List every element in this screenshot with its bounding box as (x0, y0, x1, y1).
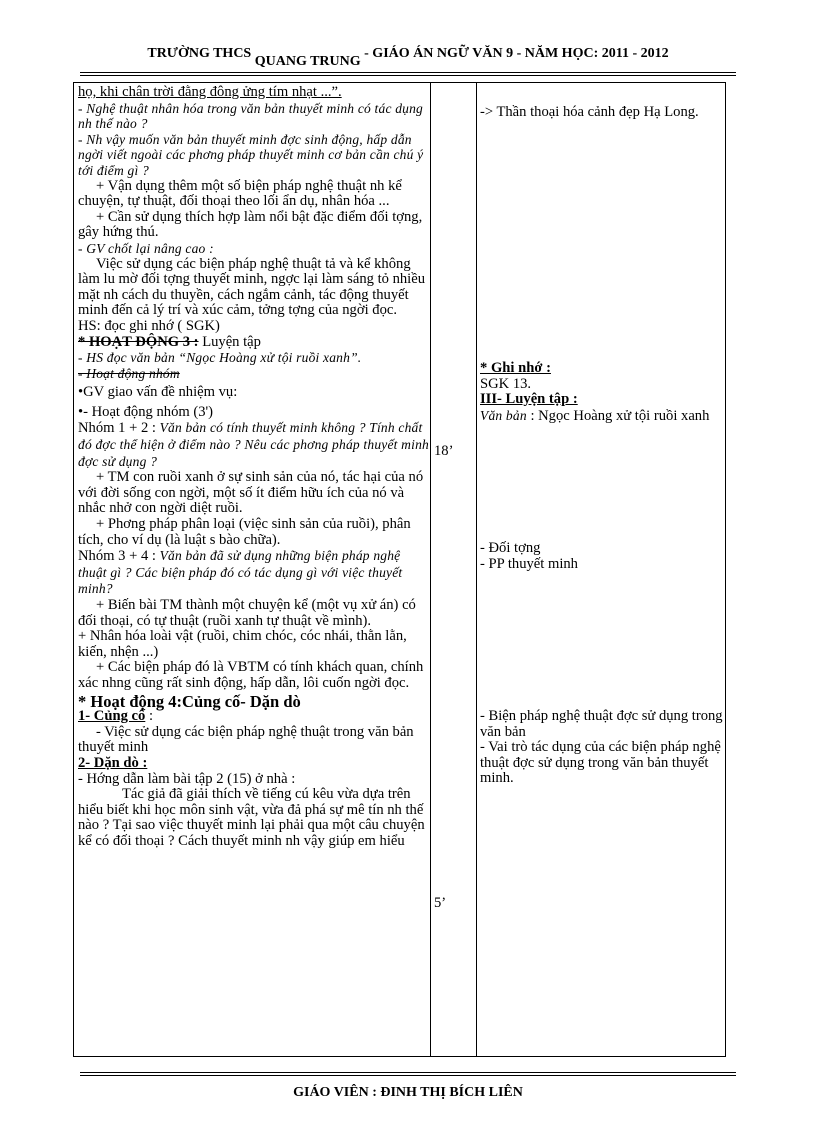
notes-text: SGK 13. (480, 375, 532, 392)
instruction: - HS đọc văn bản “Ngọc Hoàng xử tội ruồi xanh”. (78, 350, 362, 366)
footer-rule-2 (80, 1075, 736, 1076)
lesson-table (73, 82, 726, 1057)
time-5: 5’ (434, 895, 447, 911)
header-rule-2 (80, 75, 736, 76)
paragraph: Việc sử dụng các biện pháp nghệ thuật tả và kể không làm lu mờ đối tợng thuyết minh, ngợc lại làm sáng tỏ nhiều mặt nh cách du thuyền, cách ngắm cảnh, tác động thuyết minh đến cả lý trí và xúc cảm, tởng tợng của ngời đọc. (78, 255, 426, 319)
group-label: Nhóm 3 + 4 : (78, 548, 160, 565)
homework-text: - Hớng dẫn làm bài tập 2 (15) ở nhà : (78, 770, 296, 787)
right-notes (480, 709, 726, 787)
group-question-text: Văn bản có tính thuyết minh không ? Tính chất đó đợc thể hiện ở điểm nào ? Nêu các phơng pháp thuyết minh đợc sử dụng ? (78, 420, 429, 469)
activity-4-heading: * Hoạt động 4:Củng cố- Dặn dò (78, 691, 301, 711)
answer: + Cần sử dụng thích hợp làm nổi bật đặc điểm đối tợng, gây hứng thú. (78, 208, 423, 241)
right-note: - PP thuyết minh (480, 555, 578, 572)
answer: + Vận dụng thêm một số biện pháp nghệ thuật nh kể chuyện, tự thuật, đối thoại theo lối ẩn dụ, nhân hóa ... (78, 177, 402, 210)
notes-heading: * Ghi nhớ : (480, 360, 551, 376)
consolidation-label: 1- Củng cố (78, 708, 146, 725)
text-label: Văn bản (480, 407, 527, 423)
page-header (80, 46, 736, 69)
question: - Nghệ thuật nhân hóa trong văn bản thuyết minh có tác dụng nh thế nào ? (78, 100, 424, 132)
right-note: - Biện pháp nghệ thuật đợc sử dụng trong văn bản (480, 708, 723, 740)
answer: + Biến bài TM thành một chuyện kể (một vụ xử án) có đối thoại, có tự thuật (ruồi xanh tự thuật về mình). (78, 597, 416, 629)
answer: + TM con ruồi xanh ở sự sinh sản của nó, tác hại của nó với đời sống con ngời, một số ít điểm hữu ích của nó và nhắc nhở con ngời diệt ruồi. (78, 469, 424, 517)
group-question (78, 548, 430, 598)
footer-teacher: GIÁO VIÊN : ĐINH THỊ BÍCH LIÊN (293, 1085, 523, 1100)
answer: + Các biện pháp đó là VBTM có tính khách quan, chính xác nhng cũng rất sinh động, hấp dẫn, lôi cuốn ngời đọc. (78, 659, 424, 691)
text-line: •- Hoạt động nhóm (3') (78, 403, 214, 420)
right-note: - Vai trò tác dụng của các biện pháp nghệ thuật đợc sử dụng trong văn bản thuyết minh. (480, 739, 721, 787)
header-title: - GIÁO ÁN NGỮ VĂN 9 - NĂM HỌC: 2011 - 2012 (364, 46, 669, 61)
text-name: : Ngọc Hoàng xử tội ruồi xanh (530, 407, 710, 424)
right-notes (480, 541, 726, 572)
text-line: •GV giao vấn đề nhiệm vụ: (78, 384, 238, 401)
teacher-note: - GV chốt lại nâng cao : (78, 240, 214, 256)
group-question-text: Văn bản đã sử dụng những biện pháp nghệ thuật gì ? Các biện pháp đó có tác dụng gì với việc thuyết minh? (78, 548, 403, 597)
question: - Nh vậy muốn văn bản thuyết minh đợc sinh động, hấp dẫn ngời viết ngoài các phơng pháp thuyết minh cơ bản cần chú ý tới điểm gì ? (78, 131, 424, 178)
practice-heading: III- Luyện tập : (480, 391, 578, 408)
header-school-name: QUANG TRUNG (254, 54, 361, 69)
activity-3-heading (78, 335, 430, 351)
text-line: họ, khi chân trời đằng đông ửng tím nhạt ...”. (78, 84, 342, 100)
homework-paragraph: Tác giả đã giải thích về tiếng cú kêu vừa dựa trên hiểu biết khi học môn sinh vật, vừa đả phá sự mê tín nh thế nào ? Tại sao việc thuyết minh lại phải qua một câu chuyện kể có đối thoại ? Cách thuyết minh nh vậy giúp em hiểu (78, 786, 425, 849)
answer: + Nhân hóa loài vật (ruồi, chim chóc, cóc nhái, thằn lằn, kiến, nhện ...) (78, 628, 407, 660)
time-18: 18’ (434, 443, 454, 459)
answer: + Phơng pháp phân loại (việc sinh sản của ruồi), phân tích, cho ví dụ (là luật s bào chữa). (78, 516, 411, 548)
column-divider (430, 83, 431, 1056)
right-note: - Đối tợng (480, 540, 541, 556)
consolidation-colon: : (145, 708, 153, 725)
text-title (480, 408, 726, 425)
group-activity-label: - Hoạt động nhóm (78, 365, 180, 381)
activity-3-text: Luyện tập (198, 333, 261, 350)
column-divider (476, 83, 477, 1056)
group-label: Nhóm 1 + 2 : (78, 420, 160, 437)
homework-heading: 2- Dặn dò : (78, 754, 148, 771)
footer-rule (80, 1072, 736, 1073)
text-line: HS: đọc ghi nhớ ( SGK) (78, 317, 220, 334)
header-rule (80, 72, 736, 73)
right-note: -> Thần thoại hóa cảnh đẹp Hạ Long. (480, 104, 699, 120)
teacher-student-activity-column (78, 85, 430, 850)
activity-3-label: * HOẠT ĐỘNG 3 : (78, 333, 199, 350)
group-question (78, 420, 430, 470)
consolidation-heading (78, 709, 430, 725)
key-notes-block (480, 361, 726, 424)
consolidation-text: - Việc sử dụng các biện pháp nghệ thuật trong văn bản thuyết minh (78, 723, 414, 756)
header-school: TRƯỜNG THCS (147, 46, 252, 61)
